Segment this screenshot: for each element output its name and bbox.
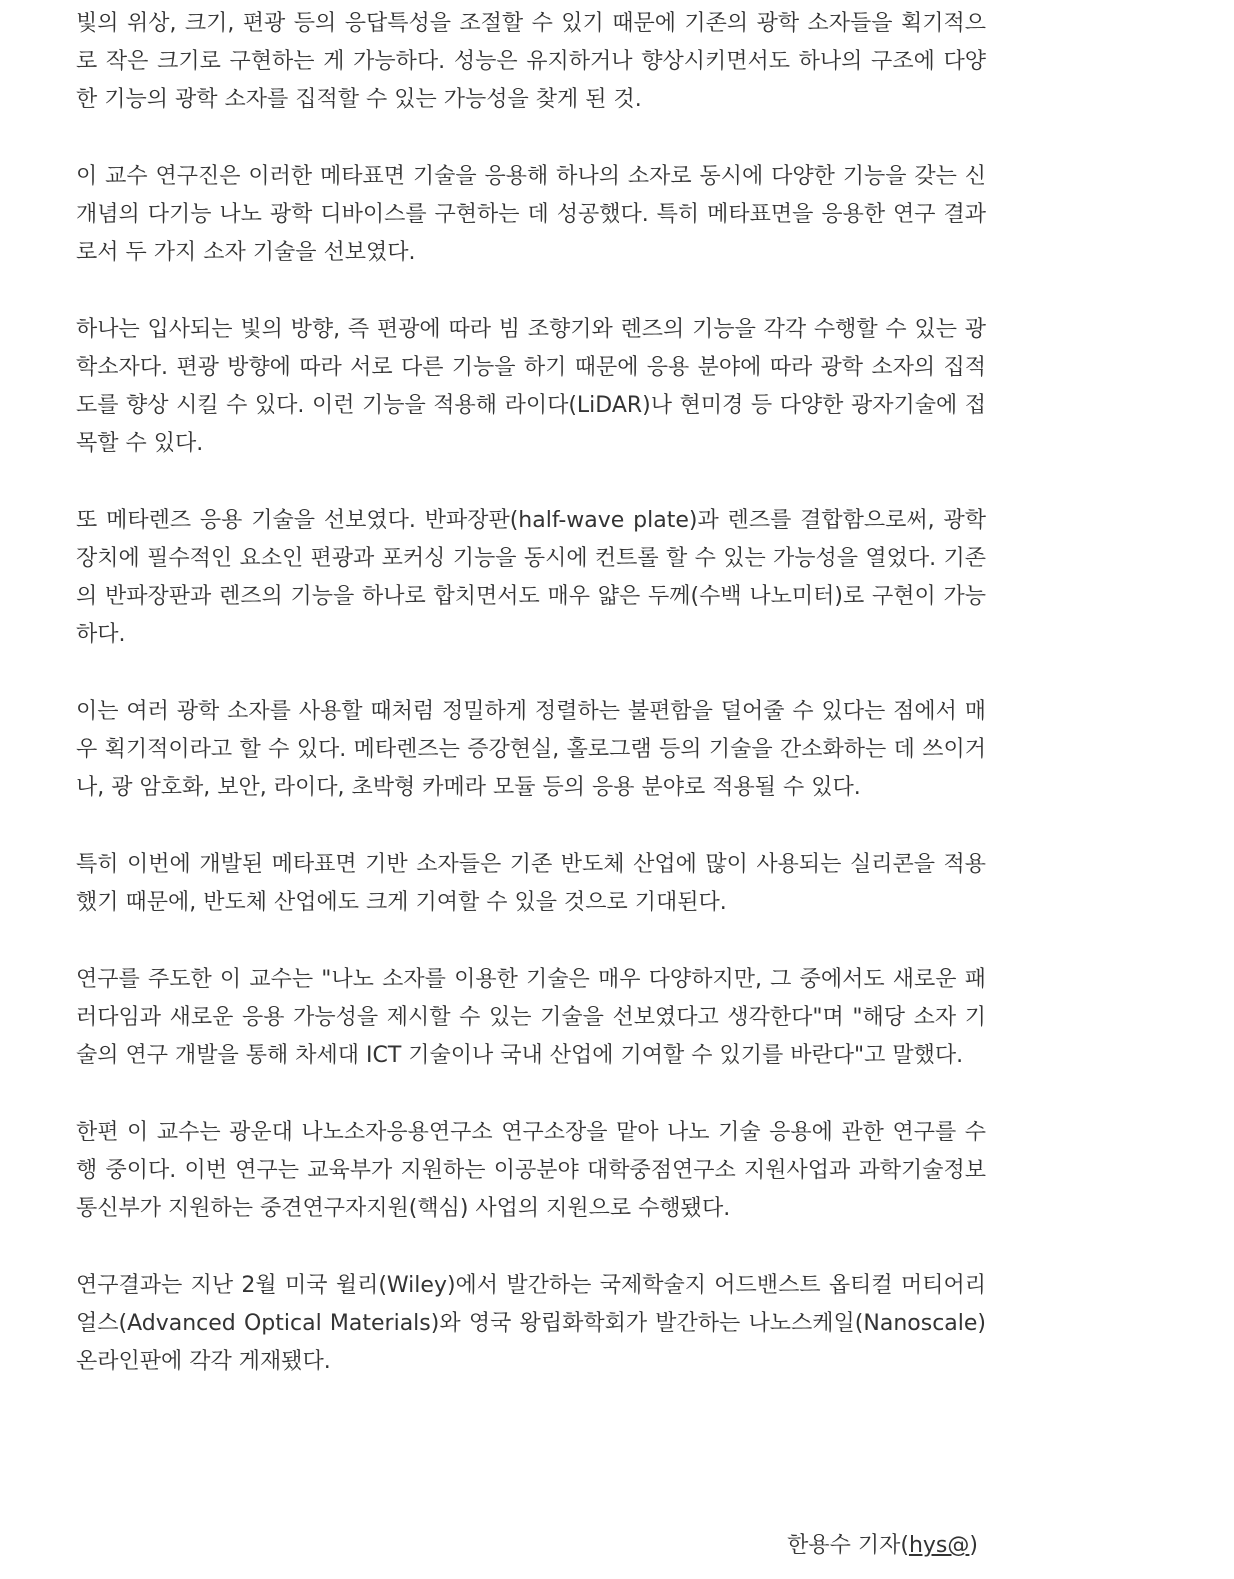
- article-paragraph: 빛의 위상, 크기, 편광 등의 응답특성을 조절할 수 있기 때문에 기존의 광학 소자들을 획기적으로 작은 크기로 구현하는 게 가능하다. 성능은 유지하거나 향상시키면서도 하나의 구조에 다양한 기능의 광학 소자를 집적할 수 있는 가능성을 찾게 된 것.: [76, 11, 986, 112]
- article-paragraph: 한편 이 교수는 광운대 나노소자응용연구소 연구소장을 맡아 나노 기술 응용에 관한 연구를 수행 중이다. 이번 연구는 교육부가 지원하는 이공분야 대학중점연구소 지원사업과 과학기술정보통신부가 지원하는 중견연구자지원(핵심) 사업의 지원으로 수행됐다.: [76, 1120, 986, 1221]
- reporter-email-link[interactable]: hys@: [908, 1533, 970, 1558]
- article-body: [76, 0, 986, 1420]
- reporter-byline: [787, 1527, 978, 1565]
- article-paragraph: 특히 이번에 개발된 메타표면 기반 소자들은 기존 반도체 산업에 많이 사용되는 실리콘을 적용했기 때문에, 반도체 산업에도 크게 기여할 수 있을 것으로 기대된다.: [76, 852, 986, 915]
- article-paragraph: 연구결과는 지난 2월 미국 윌리(Wiley)에서 발간하는 국제학술지 어드밴스트 옵티컬 머티어리얼스(Advanced Optical Materials)와 영국 왕립화학회가 발간하는 나노스케일(Nanoscale) 온라인판에 각각 게재됐다.: [76, 1273, 986, 1374]
- article-paragraph: 이 교수 연구진은 이러한 메타표면 기술을 응용해 하나의 소자로 동시에 다양한 기능을 갖는 신개념의 다기능 나노 광학 디바이스를 구현하는 데 성공했다. 특히 메타표면을 응용한 연구 결과로서 두 가지 소자 기술을 선보였다.: [76, 164, 986, 265]
- article-paragraph: 연구를 주도한 이 교수는 "나노 소자를 이용한 기술은 매우 다양하지만, 그 중에서도 새로운 패러다임과 새로운 응용 가능성을 제시할 수 있는 기술을 선보였다고 생각한다"며 "해당 소자 기술의 연구 개발을 통해 차세대 ICT 기술이나 국내 산업에 기여할 수 있기를 바란다"고 말했다.: [76, 967, 986, 1068]
- byline-close: ): [969, 1533, 978, 1558]
- article-paragraph: 이는 여러 광학 소자를 사용할 때처럼 정밀하게 정렬하는 불편함을 덜어줄 수 있다는 점에서 매우 획기적이라고 할 수 있다. 메타렌즈는 증강현실, 홀로그램 등의 기술을 간소화하는 데 쓰이거나, 광 암호화, 보안, 라이다, 초박형 카메라 모듈 등의 응용 분야로 적용될 수 있다.: [76, 699, 986, 800]
- reporter-name: 한용수 기자(: [787, 1533, 909, 1558]
- article-paragraph: 하나는 입사되는 빛의 방향, 즉 편광에 따라 빔 조향기와 렌즈의 기능을 각각 수행할 수 있는 광학소자다. 편광 방향에 따라 서로 다른 기능을 하기 때문에 응용 분야에 따라 광학 소자의 집적도를 향상 시킬 수 있다. 이런 기능을 적용해 라이다(LiDAR)나 현미경 등 다양한 광자기술에 접목할 수 있다.: [76, 317, 986, 456]
- article-paragraph: 또 메타렌즈 응용 기술을 선보였다. 반파장판(half-wave plate)과 렌즈를 결합함으로써, 광학 장치에 필수적인 요소인 편광과 포커싱 기능을 동시에 컨트롤 할 수 있는 가능성을 열었다. 기존의 반파장판과 렌즈의 기능을 하나로 합치면서도 매우 얇은 두께(수백 나노미터)로 구현이 가능하다.: [76, 508, 986, 647]
